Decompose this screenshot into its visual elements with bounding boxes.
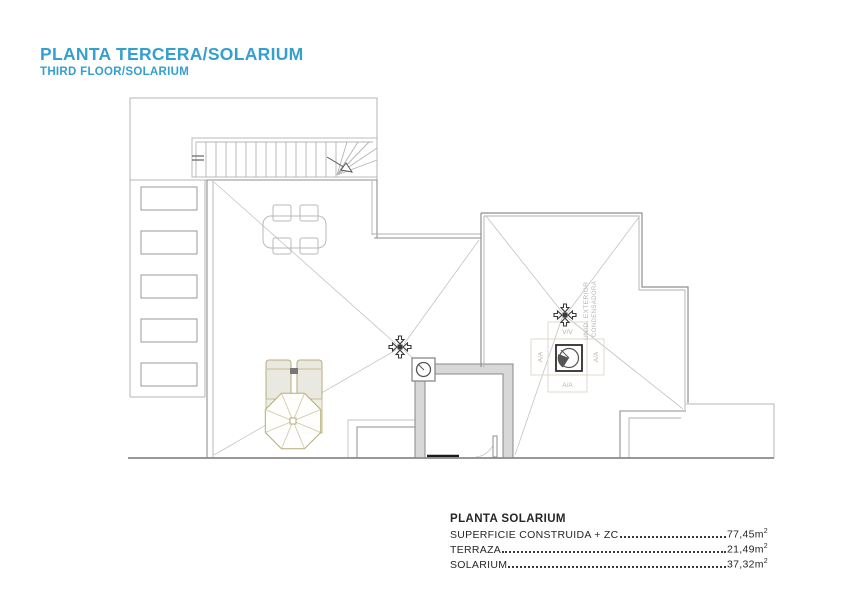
floor-drain-right <box>554 304 576 326</box>
page-title: PLANTA TERCERA/SOLARIUM <box>40 44 304 64</box>
vent-label: V/V <box>562 329 573 336</box>
legend-row-superficie <box>450 528 768 543</box>
condenser-label <box>583 281 598 340</box>
roof-slope-lines-left <box>214 182 479 455</box>
stair-landing-step <box>348 420 415 458</box>
legend-label: SUPERFICIE CONSTRUIDA + ZC <box>450 528 619 541</box>
area-legend <box>450 513 768 573</box>
page-subtitle: THIRD FLOOR/SOLARIUM <box>40 66 190 79</box>
legend-value: $21,49m^2$ <box>726 543 768 556</box>
door-swing-arc <box>476 437 495 457</box>
legend-value: $37,32m^2$ <box>726 558 768 571</box>
dotted-leader <box>620 536 726 538</box>
svg-text:UNID. EXTERIOR: UNID. EXTERIOR <box>583 281 590 340</box>
legend-row-solarium <box>450 558 768 573</box>
ac-label-left: A/A <box>537 351 545 363</box>
legend-heading: PLANTA SOLARIUM <box>450 513 566 525</box>
stair-direction-arrow <box>327 157 352 172</box>
legend-label: TERRAZA <box>450 543 502 556</box>
legend-label: SOLARIUM <box>450 558 508 571</box>
dotted-leader <box>502 551 726 553</box>
ac-label-bottom: A/A <box>562 382 573 389</box>
right-annex-outline <box>686 404 774 458</box>
parasol-umbrella <box>265 393 322 448</box>
ac-label-right: A/A <box>593 351 600 363</box>
core-door <box>493 436 497 457</box>
louver-panels <box>141 187 197 386</box>
svg-text:CONDENSADORA: CONDENSADORA <box>592 280 598 337</box>
legend-value: $77,45m^2$ <box>726 528 768 541</box>
dining-table-set <box>263 205 326 254</box>
terrace-walls <box>207 180 481 458</box>
core-drain-gully <box>412 358 435 381</box>
legend-row-terraza <box>450 543 768 558</box>
dotted-leader <box>508 566 726 568</box>
